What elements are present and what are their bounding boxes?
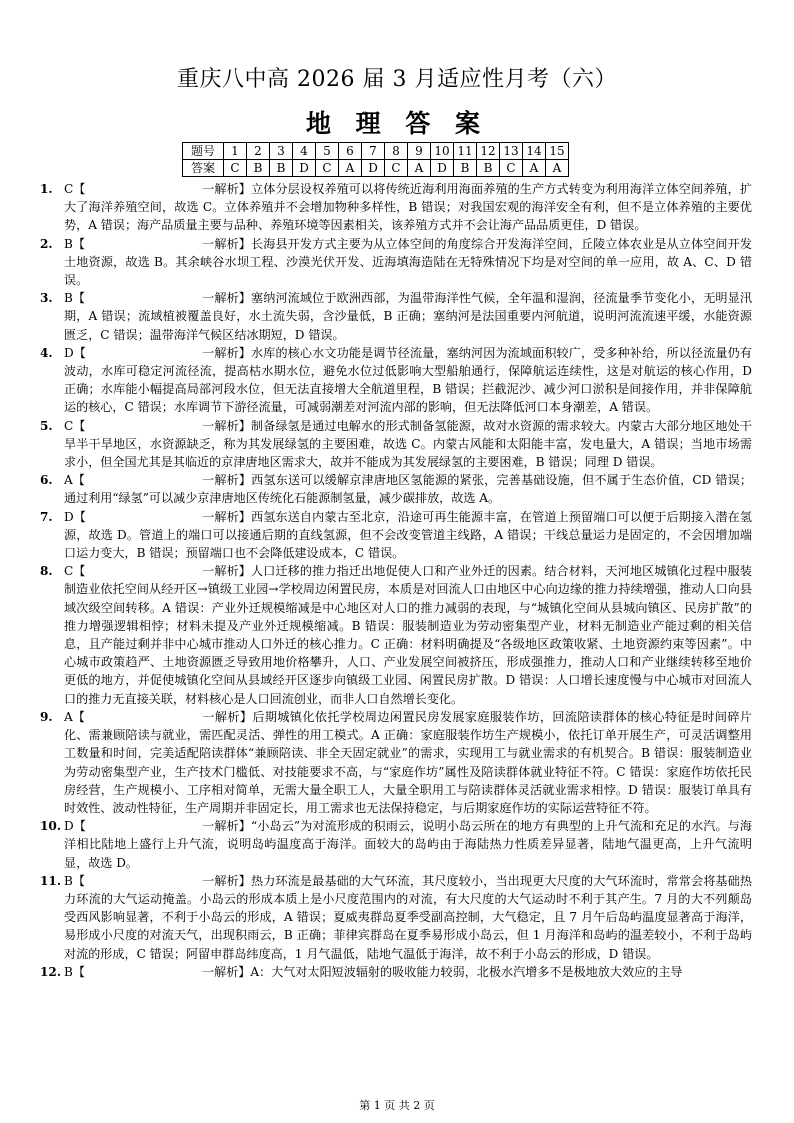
answer-table-row-label: 题号: [183, 143, 224, 160]
item-answer: A【: [64, 709, 85, 724]
item-number: 1.: [40, 182, 53, 196]
item-analysis-label: 一解析】: [202, 473, 252, 488]
answer-table-question-number: 12: [477, 143, 500, 160]
item-answer: C【: [64, 418, 86, 433]
answer-table-answer-cell: B: [247, 160, 270, 177]
answer-item: [40, 872, 752, 963]
item-answer: B【: [64, 236, 85, 251]
answer-table-answer-cell: B: [477, 160, 500, 177]
item-explanation: 长海县开发方式主要为从立体空间的角度综合开发海洋空间，丘陵立体农业是从立体空间开发土地资源，故选 B。其余峡谷水坝工程、沙漠光伏开发、近海填海造陆在无特殊情况下均是对空间的单一应用，故 A、C、D 错误。: [64, 236, 752, 288]
item-answer: D【: [64, 819, 86, 834]
item-analysis-label: 一解析】: [202, 236, 252, 251]
answer-table-question-number: 3: [270, 143, 293, 160]
answer-table-answer-cell: A: [546, 160, 569, 177]
answer-table: [182, 142, 569, 177]
answer-table-question-number: 11: [454, 143, 477, 160]
answer-table-answer-cell: A: [523, 160, 546, 177]
item-answer: B【: [64, 964, 85, 979]
item-number: 7.: [40, 509, 53, 524]
answer-table-answer-cell: D: [431, 160, 454, 177]
answer-explanations: [40, 180, 752, 981]
answer-item: [40, 344, 752, 417]
page-footer: 第 1 页 共 2 页: [359, 1099, 435, 1112]
page-subtitle: 地 理 答 案: [305, 109, 489, 138]
answer-item: [40, 708, 752, 817]
answer-table-answer-cell: C: [385, 160, 408, 177]
answer-item: [40, 562, 752, 708]
page-title: 重庆八中高 2026 届 3 月适应性月考（六）: [177, 67, 617, 92]
item-number: 9.: [40, 709, 53, 724]
answer-item: [40, 235, 752, 290]
item-number: 10.: [40, 819, 62, 834]
answer-item: [40, 180, 752, 235]
item-answer: C【: [64, 182, 86, 196]
item-explanation: 塞纳河流域位于欧洲西部，为温带海洋性气候，全年温和湿润，径流量季节变化小，无明显汛期，A 错误；流域植被覆盖良好，水土流失弱，含沙量低，B 正确；塞纳河是法国重要内河航道，说明河流流速平缓，水能资源匮乏，C 错误；温带海洋气候区结冰期短，D 错误。: [64, 291, 752, 342]
item-analysis-label: 一解析】: [202, 964, 251, 979]
item-number: 3.: [40, 291, 53, 306]
item-explanation: 人口迁移的推力指迁出地促使人口和产业外迁的因素。结合材料，天河地区城镇化过程中服装制造业依托空间从经开区→镇级工业园→学校周边闲置民房，本质是对回流人口由地区中心向边缘的推力持续增强，推动人口向县域次级空间转移。A 错误：产业外迁规模缩减是中心地区对人口的推力减弱的表现，与“城镇化空间从县城向镇区、民房扩散”的推力增强逻辑相悖；材料未提及产业外迁规模缩减。B 错误：服装制造业为劳动密集型产业，材料无制造业产能过剩的相关信息，且产能过剩并非中心城市推动人口外迁的核心推力。C 正确：材料明确提及“各级地区政策收紧、土地资源约束等因素”。中心城市政策趋严、土地资源匮乏导致用地价格攀升，人口、产业发展空间被挤压，形成强推力，推动人口和产业继续转移至地价更低的地方，并促使城镇化空间从县域经开区逐步向镇级工业园、闲置民房扩散。D 错误：人口增长速度慢与中心城市对回流人口的推力无直接关联，材料核心是人口回流创业，而非人口自然增长变化。: [64, 564, 752, 706]
item-number: 6.: [40, 473, 53, 488]
item-number: 2.: [40, 236, 53, 251]
answer-table-question-number: 7: [362, 143, 385, 160]
item-analysis-label: 一解析】: [202, 709, 253, 724]
item-explanation: 西氢东送自内蒙古至北京，沿途可再生能源丰富，在管道上预留端口可以便于后期接入潜在氢源，故选 D。管道上的端口可以接通后期的直线氢源，但不会改变管道主线路，A 错误；干线总量运力是固定的，不会因增加端口运力变大，B 错误；预留端口也不会降低建设成本，C 错误。: [64, 509, 752, 561]
item-explanation: A：大气对太阳短波辐射的吸收能力较弱，北极水汽增多不是极地放大效应的主导: [250, 964, 683, 979]
answer-table-question-number: 5: [316, 143, 339, 160]
item-analysis-label: 一解析】: [202, 564, 252, 579]
item-answer: A【: [64, 473, 85, 488]
answer-table-question-number: 13: [500, 143, 523, 160]
answer-table-answer-cell: C: [224, 160, 247, 177]
item-analysis-label: 一解析】: [202, 509, 252, 524]
answer-table-answer-cell: C: [500, 160, 523, 177]
item-number: 11.: [40, 873, 62, 888]
item-analysis-label: 一解析】: [202, 182, 252, 196]
item-analysis-label: 一解析】: [202, 291, 252, 306]
item-answer: B【: [64, 873, 85, 888]
item-number: 5.: [40, 418, 53, 433]
answer-item: [40, 289, 752, 344]
item-explanation: 热力环流是最基础的大气环流，其尺度较小，当出现更大尺度的大气环流时，常常会将基础热力环流的大气运动掩盖。小岛云的形成本质上是小尺度范围内的对流，有大尺度的大气运动时不利于其产生。7 月的大不列颠岛受西风影响显著，不利于小岛云的形成，A 错误；夏威夷群岛夏季受副高控制，大气稳定，且 7 月午后岛屿温度显著高于海洋，易形成小尺度的对流天气，出现积雨云，B 正确；菲律宾群岛在夏季易形成小岛云，但 1 月海洋和岛屿的温差较小，不利于岛屿对流的形成，C 错误；阿留申群岛纬度高，1 月气温低，陆地气温低于海洋，故不利于小岛云的形成，D 错误。: [64, 873, 752, 961]
item-answer: C【: [64, 564, 86, 579]
answer-table-question-number: 1: [224, 143, 247, 160]
answer-item: [40, 417, 752, 472]
item-number: 4.: [40, 345, 53, 360]
answer-table-answer-cell: D: [362, 160, 385, 177]
answer-table-question-number: 15: [546, 143, 569, 160]
answer-table-answer-cell: A: [408, 160, 431, 177]
answer-table-question-number: 2: [247, 143, 270, 160]
answer-table-question-number: 10: [431, 143, 454, 160]
answer-table-row-label: 答案: [183, 160, 224, 177]
answer-table-answer-cell: D: [293, 160, 316, 177]
item-explanation: 水库的核心水文功能是调节径流量，塞纳河因为流域面积较广，受多种补给，所以径流量仍有波动，水库可稳定河流径流，提高枯水期水位，避免水位过低影响大型船舶通行，保障航运连续性，这是对航运的核心作用，D 正确；水库能小幅提高局部河段水位，但无法直接增大全航道里程，B 错误；拦截泥沙、减少河口淤积是间接作用，并非保障航运的核心，C 错误；水库调节下游径流量，可减弱潮差对河流内部的影响，但无法降低河口本身潮差，A 错误。: [64, 345, 752, 415]
item-explanation: 后期城镇化依托学校周边闲置民房发展家庭服装作坊，回流陪读群体的核心特征是时间碎片化、需兼顾陪读与就业，需匹配灵活、弹性的用工模式。A 正确：家庭服装作坊生产规模小，依托订单开展生产，可灵活调整用工数量和时间，完美适配陪读群体“兼顾陪读、非全天固定就业”的需求，实现用工与就业需求的有机契合。B 错误：服装制造业为劳动密集型产业，生产技术门槛低、对技能要求不高，与“家庭作坊”属性及陪读群体就业特征不符。C 错误：家庭作坊依托民房经营，生产规模小、工序相对简单，无需大量全职工人，大量全职用工与陪读群体灵活就业需求相悖。D 错误：服装订单具有时效性、波动性特征，生产周期并非固定长，用工需求也无法保持稳定，与后期家庭作坊的实际运营特征不符。: [64, 709, 752, 815]
item-analysis-label: 一解析】: [202, 345, 252, 360]
item-answer: D【: [64, 345, 86, 360]
answer-item: [40, 817, 752, 872]
answer-table-answer-cell: B: [454, 160, 477, 177]
answer-table-answer-row: [183, 160, 569, 177]
answer-table-answer-cell: C: [316, 160, 339, 177]
item-number: 12.: [40, 964, 62, 979]
answer-table-answer-cell: B: [270, 160, 293, 177]
answer-table-question-number: 6: [339, 143, 362, 160]
answer-item: [40, 963, 752, 981]
answer-table-question-number: 4: [293, 143, 316, 160]
item-answer: B【: [64, 291, 85, 306]
item-answer: D【: [64, 509, 86, 524]
answer-item: [40, 508, 752, 563]
item-explanation: 制备绿氢是通过电解水的形式制备氢能源，故对水资源的需求较大。内蒙古大部分地区地处干旱半干旱地区，水资源缺乏，称为其发展绿氢的主要困难，故选 C。内蒙古风能和太阳能丰富，发电量大，A 错误；当地市场需求小，但全国尤其是其临近的京津唐地区需求大，故并不能成为其发展绿氢的主要困难，B 错误；同理 D 错误。: [64, 418, 752, 470]
item-number: 8.: [40, 564, 53, 579]
item-explanation: 西氢东送可以缓解京津唐地区氢能源的紧张，完善基础设施，但不属于生态价值，CD 错误；通过利用“绿氢”可以减少京津唐地区传统化石能源制氢量，减少碳排放，故选 A。: [64, 473, 752, 506]
item-analysis-label: 一解析】: [202, 873, 252, 888]
answer-item: [40, 471, 752, 507]
item-analysis-label: 一解析】: [202, 418, 252, 433]
item-analysis-label: 一解析】: [202, 819, 251, 834]
answer-table-question-number: 8: [385, 143, 408, 160]
answer-table-number-row: [183, 143, 569, 160]
answer-table-answer-cell: A: [339, 160, 362, 177]
answer-table-question-number: 14: [523, 143, 546, 160]
item-explanation: “小岛云”为对流形成的积雨云，说明小岛云所在的地方有典型的上升气流和充足的水汽。与海洋相比陆地上盛行上升气流，说明岛屿温度高于海洋。面较大的岛屿由于海陆热力性质差异显著，陆地气温更高，上升气流明显，故选 D。: [64, 819, 752, 870]
item-explanation: 立体分层设权养殖可以将传统近海利用海面养殖的生产方式转变为利用海洋立体空间养殖，扩大了海洋养殖空间，故选 C。立体养殖并不会增加物种多样性，B 错误；对我国宏观的海洋安全有利，但不是立体养殖的主要优势，A 错误；海产品质量主要与品种、养殖环境等因素相关，该养殖方式并不会让海产品品质更佳，D 错误。: [64, 182, 752, 233]
answer-table-question-number: 9: [408, 143, 431, 160]
